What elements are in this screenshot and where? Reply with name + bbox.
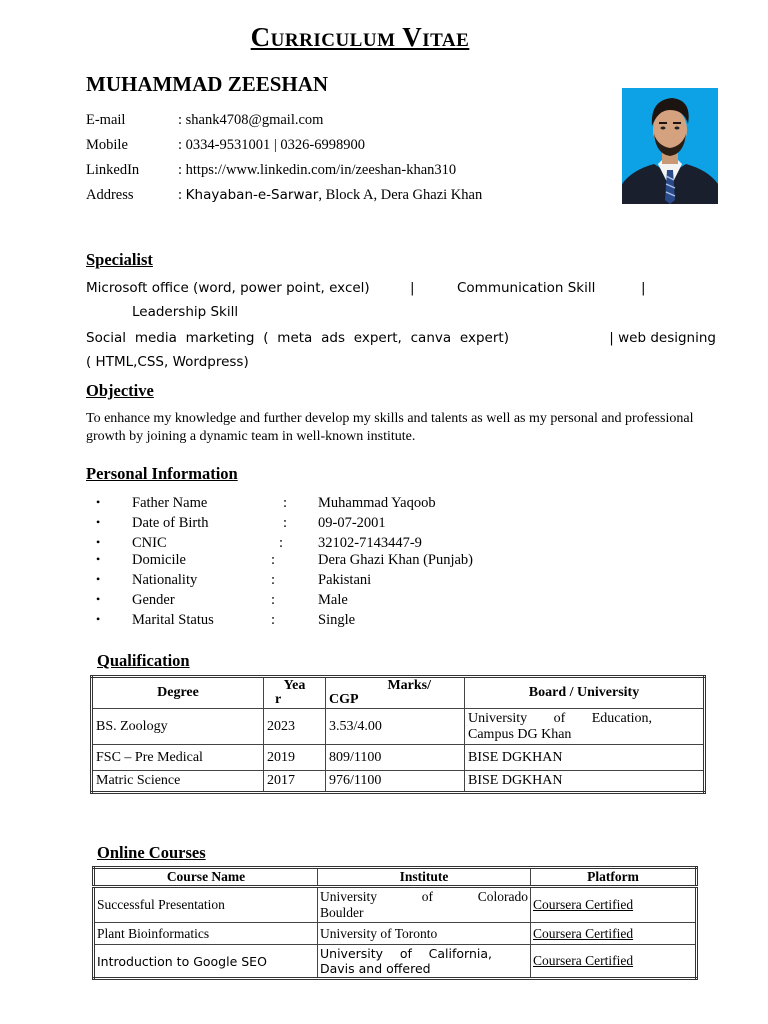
contact-mobile-row <box>86 137 365 157</box>
skill-web-designing: | web designing <box>609 330 716 346</box>
mobile-value: 0334-9531001 | 0326-6998900 <box>185 137 365 153</box>
info-value: 32102-7143447-9 <box>318 535 422 551</box>
linkedin-value[interactable]: https://www.linkedin.com/in/zeeshan-khan310 <box>185 162 457 178</box>
cell-board: BISE DGKHAN <box>465 771 705 793</box>
skill-social-media: Social media marketing ( meta ads expert, canva expert) <box>86 330 509 346</box>
info-value: Pakistani <box>318 572 372 588</box>
info-value: Dera Ghazi Khan (Punjab) <box>318 552 474 568</box>
online-courses-table <box>92 866 698 980</box>
info-label: Nationality <box>132 572 198 588</box>
col-marks-line1: Marks/ <box>387 678 431 693</box>
qualification-heading: Qualification <box>97 651 190 670</box>
col-board: Board / University <box>465 677 705 709</box>
table-row <box>92 771 705 793</box>
profile-photo <box>622 88 718 204</box>
cell-course-name: Plant Bioinformatics <box>94 923 318 945</box>
col-year-line1: Yea <box>283 678 306 693</box>
info-label: Domicile <box>132 552 186 568</box>
contact-label: LinkedIn <box>86 162 140 178</box>
info-colon: : <box>279 535 284 551</box>
cell-course-name: Introduction to Google SEO <box>94 945 318 979</box>
col-institute: Institute <box>318 868 531 887</box>
contact-sep: : <box>178 137 186 153</box>
platform-link[interactable]: Coursera Certified <box>531 887 697 923</box>
online-courses-heading: Online Courses <box>97 843 206 862</box>
col-marks-line2: CGP <box>329 692 359 707</box>
table-row <box>94 923 697 945</box>
table-header-row <box>94 868 697 887</box>
contact-linkedin-row <box>86 162 456 182</box>
bullet: • <box>96 552 101 566</box>
specialist-line-1 <box>86 280 716 296</box>
info-label: Date of Birth <box>132 515 209 531</box>
table-header-row <box>92 677 705 709</box>
contact-sep: : <box>178 112 186 128</box>
cell-degree: BS. Zoology <box>92 709 264 745</box>
cell-marks: 3.53/4.00 <box>326 709 465 745</box>
specialist-line-3 <box>86 330 716 346</box>
cell-institute: University of Toronto <box>318 923 531 945</box>
bullet: • <box>96 515 101 529</box>
cell-institute-line1: University of California, <box>320 946 492 961</box>
info-value: 09-07-2001 <box>318 515 386 531</box>
cell-institute-line1: University of Colorado <box>320 889 528 904</box>
document-title: Curriculum Vitae <box>250 22 470 52</box>
contact-email-row <box>86 112 323 132</box>
cell-institute <box>318 945 531 979</box>
skill-web-technologies: ( HTML,CSS, Wordpress) <box>86 354 249 370</box>
info-label: CNIC <box>132 535 167 551</box>
col-marks <box>326 677 465 709</box>
info-colon: : <box>271 572 276 588</box>
platform-link[interactable]: Coursera Certified <box>531 923 697 945</box>
col-year <box>264 677 326 709</box>
info-colon: : <box>283 495 288 511</box>
email-value[interactable]: shank4708@gmail.com <box>185 112 324 128</box>
skill-leadership: Leadership Skill <box>132 304 239 320</box>
col-year-line2: r <box>275 692 282 707</box>
cell-marks: 809/1100 <box>326 745 465 771</box>
contact-label: Mobile <box>86 137 128 153</box>
cell-year: 2017 <box>264 771 326 793</box>
address-value-part1: Khayaban-e-Sarwar <box>185 187 319 203</box>
info-colon: : <box>271 612 276 628</box>
bullet: • <box>96 535 101 549</box>
specialist-heading: Specialist <box>86 250 153 269</box>
cell-institute <box>318 887 531 923</box>
contact-label: Address <box>86 187 134 203</box>
bullet: • <box>96 592 101 606</box>
cell-institute-line2: Boulder <box>320 905 364 920</box>
objective-heading: Objective <box>86 381 154 400</box>
info-label: Marital Status <box>132 612 214 628</box>
table-row <box>94 945 697 979</box>
contact-sep: : <box>178 162 186 178</box>
cell-board-line2: Campus DG Khan <box>468 726 572 742</box>
col-course-name: Course Name <box>94 868 318 887</box>
info-label: Father Name <box>132 495 208 511</box>
platform-link[interactable]: Coursera Certified <box>531 945 697 979</box>
cell-degree: FSC – Pre Medical <box>92 745 264 771</box>
info-colon: : <box>271 592 276 608</box>
personal-info-heading: Personal Information <box>86 464 238 483</box>
bullet: • <box>96 572 101 586</box>
skill-separator: | <box>641 280 646 296</box>
cell-board <box>465 709 705 745</box>
cell-board-line1: University of Education, <box>468 710 652 726</box>
cell-board: BISE DGKHAN <box>465 745 705 771</box>
info-value: Male <box>318 592 348 608</box>
info-colon: : <box>271 552 276 568</box>
table-row <box>92 709 705 745</box>
col-platform: Platform <box>531 868 697 887</box>
table-row <box>92 745 705 771</box>
bullet: • <box>96 495 101 509</box>
cell-year: 2019 <box>264 745 326 771</box>
qualification-table <box>90 675 706 794</box>
cell-marks: 976/1100 <box>326 771 465 793</box>
cell-year: 2023 <box>264 709 326 745</box>
cell-degree: Matric Science <box>92 771 264 793</box>
contact-label: E-mail <box>86 112 126 128</box>
skill-separator: | <box>410 280 415 296</box>
cell-course-name: Successful Presentation <box>94 887 318 923</box>
objective-text: To enhance my knowledge and further develop my skills and talents as well as my personal and professional growth by joining a dynamic team in well-known institute. <box>86 411 694 444</box>
skill-ms-office: Microsoft office (word, power point, excel) <box>86 280 370 296</box>
candidate-name: MUHAMMAD ZEESHAN <box>86 72 329 96</box>
info-label: Gender <box>132 592 175 608</box>
skill-communication: Communication Skill <box>457 280 596 296</box>
info-value: Single <box>318 612 356 628</box>
col-degree: Degree <box>92 677 264 709</box>
cell-institute-line2: Davis and offered <box>320 961 431 976</box>
address-value-part2: , Block A, Dera Ghazi Khan <box>318 187 483 203</box>
contact-sep: : <box>178 187 186 203</box>
bullet: • <box>96 612 101 626</box>
table-row <box>94 887 697 923</box>
info-value: Muhammad Yaqoob <box>318 495 436 511</box>
contact-address-row <box>86 187 482 207</box>
info-colon: : <box>283 515 288 531</box>
person-portrait-icon <box>622 88 718 204</box>
